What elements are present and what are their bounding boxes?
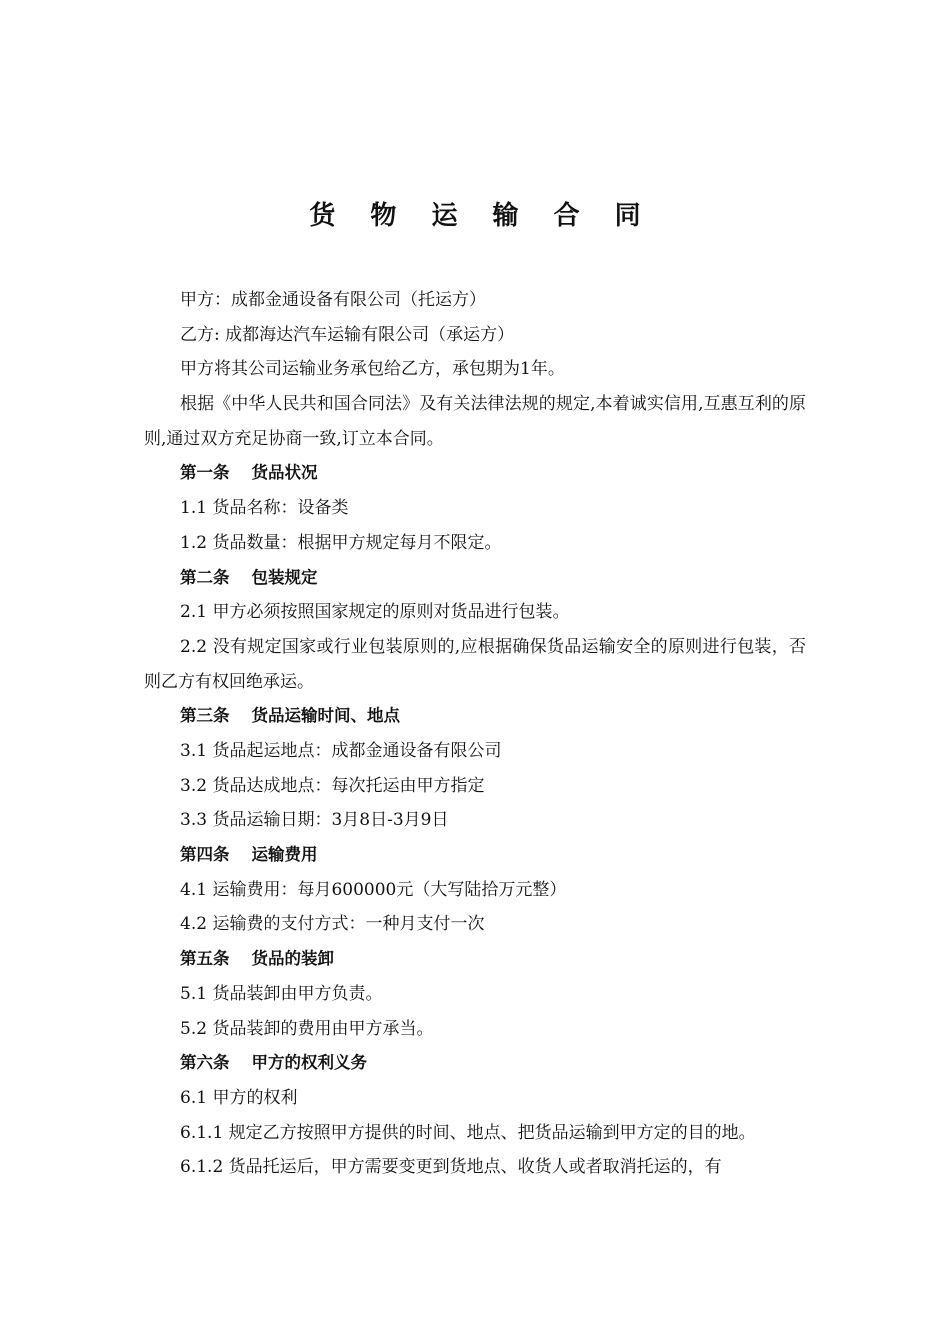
section-heading bbox=[144, 838, 806, 873]
party-b-line: 乙方: 成都海达汽车运输有限公司（承运方） bbox=[180, 324, 515, 345]
section-title: 货品运输时间、地点 bbox=[251, 706, 400, 726]
section-heading bbox=[144, 456, 806, 491]
party-a-line: 甲方：成都金通设备有限公司（托运方） bbox=[180, 290, 486, 310]
clause: 4.2 运输费的支付方式：一种月支付一次 bbox=[180, 914, 485, 935]
section-heading bbox=[144, 699, 806, 734]
section-title: 货品状况 bbox=[251, 463, 318, 483]
section-number: 第二条 bbox=[180, 567, 230, 587]
section-heading bbox=[144, 942, 806, 977]
section-heading bbox=[144, 1046, 806, 1081]
section-number: 第五条 bbox=[180, 949, 230, 969]
clause: 5.2 货品装卸的费用由甲方承当。 bbox=[180, 1018, 434, 1039]
clause: 5.1 货品装卸由甲方负责。 bbox=[180, 983, 383, 1004]
clause: 4.1 运输费用：每月600000元（大写陆拾万元整） bbox=[180, 879, 567, 900]
document-title: 货 物 运 输 合 同 bbox=[309, 201, 654, 231]
clause: 6.1 甲方的权利 bbox=[180, 1087, 298, 1108]
clause: 6.1.2 货品托运后，甲方需要变更到货地点、收货人或者取消托运的，有 bbox=[180, 1157, 722, 1178]
clause: 3.3 货品运输日期：3月8日-3月9日 bbox=[180, 810, 449, 831]
section-heading bbox=[144, 561, 806, 596]
section-number: 第四条 bbox=[180, 845, 230, 865]
section-number: 第一条 bbox=[180, 463, 230, 483]
document-body bbox=[144, 283, 806, 1185]
preamble-paragraph: 根据《中华人民共和国合同法》及有关法律法规的规定,本着诚实信用,互惠互利的原则,通过双方充足协商一致,订立本合同。 bbox=[144, 394, 806, 449]
clause: 2.2 没有规定国家或行业包装原则的,应根据确保货品运输安全的原则进行包装，否则乙方有权回绝承运。 bbox=[144, 636, 806, 692]
clause: 3.2 货品达成地点：每次托运由甲方指定 bbox=[180, 775, 485, 796]
section-title: 包装规定 bbox=[251, 567, 318, 587]
section-number: 第三条 bbox=[180, 706, 230, 726]
section-title: 货品的装卸 bbox=[251, 949, 334, 969]
clause: 1.2 货品数量：根据甲方规定每月不限定。 bbox=[180, 532, 502, 553]
clause: 6.1.1 规定乙方按照甲方提供的时间、地点、把货品运输到甲方定的目的地。 bbox=[180, 1122, 756, 1143]
clause: 1.1 货品名称：设备类 bbox=[180, 498, 349, 519]
section-number: 第六条 bbox=[180, 1053, 230, 1073]
intro-line: 甲方将其公司运输业务承包给乙方，承包期为1年。 bbox=[180, 359, 565, 380]
section-title: 运输费用 bbox=[251, 845, 318, 865]
clause: 3.1 货品起运地点：成都金通设备有限公司 bbox=[180, 741, 502, 761]
section-title: 甲方的权利义务 bbox=[251, 1053, 367, 1073]
clause: 2.1 甲方必须按照国家规定的原则对货品进行包装。 bbox=[180, 602, 570, 623]
